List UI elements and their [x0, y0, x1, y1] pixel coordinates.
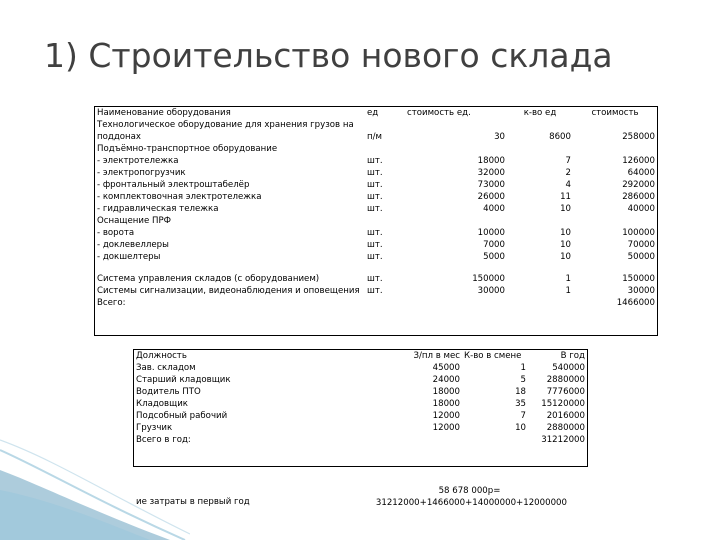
- staff-position-cell: Зав. складом: [136, 363, 196, 373]
- staff-position-cell: Всего в год:: [136, 435, 191, 445]
- equipment-name-cell: - ворота: [97, 228, 135, 238]
- equipment-name-cell: - доклевеллеры: [97, 240, 169, 250]
- header-total: стоимость: [591, 108, 639, 118]
- equipment-row: [95, 143, 657, 155]
- equipment-price-cell: [399, 143, 507, 155]
- equipment-price-cell: 26000: [477, 192, 505, 202]
- equipment-qty-cell: 10: [560, 252, 571, 262]
- equipment-name-cell: Системы сигнализации, видеонаблюдения и оповещения: [97, 286, 360, 296]
- staff-salary-cell: 18000: [432, 399, 460, 409]
- equipment-qty-cell: [507, 215, 573, 227]
- equipment-price-cell: 18000: [477, 156, 505, 166]
- equipment-qty-cell: 4: [565, 180, 571, 190]
- page-title: 1) Строительство нового склада: [44, 36, 613, 75]
- staff-per-shift-cell: 1: [520, 363, 526, 373]
- equipment-price-cell: 10000: [477, 228, 505, 238]
- wave-band-mid: [0, 490, 150, 540]
- equipment-price-cell: 30000: [477, 286, 505, 296]
- staff-row: [134, 422, 587, 434]
- equipment-name-cell: - фронтальный электроштабелёр: [97, 180, 250, 190]
- equipment-qty-cell: 10: [560, 228, 571, 238]
- staff-per-year-cell: 540000: [552, 363, 585, 373]
- header-unit: ед: [367, 108, 379, 118]
- equipment-total-cell: 1466000: [616, 298, 655, 308]
- staff-position-cell: Подсобный рабочий: [136, 411, 228, 421]
- equipment-row: [95, 167, 657, 179]
- equipment-qty-cell: 8600: [549, 132, 571, 142]
- equipment-qty-cell: 10: [560, 204, 571, 214]
- equipment-total-cell: 30000: [627, 286, 655, 296]
- equipment-price-cell: 30: [494, 132, 505, 142]
- equipment-qty-cell: [507, 143, 573, 155]
- header-salary: З/пл в мес: [413, 351, 460, 361]
- equipment-price-cell: [399, 297, 507, 309]
- equipment-unit-cell: шт.: [367, 156, 383, 166]
- equipment-row: [95, 203, 657, 215]
- equipment-row: [95, 239, 657, 251]
- equipment-unit-cell: [365, 143, 399, 155]
- equipment-qty-cell: 11: [560, 192, 571, 202]
- equipment-qty-cell: 1: [565, 286, 571, 296]
- staff-per-shift-cell: 18: [515, 387, 526, 397]
- equipment-total-cell: 286000: [622, 192, 655, 202]
- equipment-name-cell: - электропогрузчик: [97, 168, 186, 178]
- staff-per-shift-cell: 35: [515, 399, 526, 409]
- equipment-name-cell: - докшелтеры: [97, 252, 161, 262]
- equipment-row: [95, 263, 657, 273]
- equipment-qty-cell: 7: [565, 156, 571, 166]
- header-position: Должность: [136, 351, 187, 361]
- equipment-name-cell: - электротележка: [97, 156, 179, 166]
- equipment-qty-cell: 2: [565, 168, 571, 178]
- staff-table: [133, 349, 588, 467]
- staff-row: [134, 410, 587, 422]
- staff-position-cell: Кладовщик: [136, 399, 188, 409]
- equipment-total-cell: 40000: [627, 204, 655, 214]
- equipment-unit-cell: шт.: [367, 240, 383, 250]
- equipment-total-cell: 258000: [622, 132, 655, 142]
- equipment-price-cell: 32000: [477, 168, 505, 178]
- staff-row: [134, 362, 587, 374]
- staff-per-shift-cell: [462, 434, 528, 446]
- staff-row: [134, 398, 587, 410]
- equipment-row: [95, 155, 657, 167]
- equipment-unit-cell: п/м: [367, 132, 382, 142]
- equipment-unit-cell: шт.: [367, 180, 383, 190]
- staff-row: [134, 374, 587, 386]
- equipment-row: [95, 273, 657, 285]
- staff-salary-cell: 12000: [432, 423, 460, 433]
- equipment-name-cell: Оснащение ПРФ: [97, 216, 172, 226]
- staff-salary-cell: 24000: [432, 375, 460, 385]
- staff-per-year-cell: 2016000: [546, 411, 585, 421]
- equipment-name-cell: Всего:: [97, 298, 126, 308]
- equipment-total-cell: 50000: [627, 252, 655, 262]
- equipment-price-cell: 5000: [483, 252, 505, 262]
- header-price: стоимость ед.: [407, 108, 471, 118]
- equipment-table-header: [95, 107, 657, 119]
- staff-salary-cell: 18000: [432, 387, 460, 397]
- staff-per-shift-cell: 7: [520, 411, 526, 421]
- equipment-qty-cell: [507, 297, 573, 309]
- equipment-unit-cell: шт.: [367, 252, 383, 262]
- equipment-row: [95, 251, 657, 263]
- equipment-unit-cell: шт.: [367, 204, 383, 214]
- equipment-unit-cell: шт.: [367, 286, 383, 296]
- equipment-name-cell: - комплектовочная электротележка: [97, 192, 262, 202]
- staff-per-shift-cell: 10: [515, 423, 526, 433]
- equipment-total-cell: 150000: [622, 274, 655, 284]
- staff-per-year-cell: 2880000: [546, 375, 585, 385]
- equipment-qty-cell: 10: [560, 240, 571, 250]
- equipment-row: [95, 191, 657, 203]
- equipment-name-cell: - гидравлическая тележка: [97, 204, 219, 214]
- staff-per-year-cell: 7776000: [546, 387, 585, 397]
- equipment-row: [95, 119, 657, 143]
- staff-per-year-cell: 2880000: [546, 423, 585, 433]
- equipment-row: [95, 297, 657, 309]
- equipment-unit-cell: шт.: [367, 168, 383, 178]
- staff-row: [134, 386, 587, 398]
- equipment-name-cell: Подъёмно-транспортное оборудование: [97, 144, 278, 154]
- equipment-unit-cell: шт.: [367, 192, 383, 202]
- total-formula: 31212000+1466000+14000000+12000000: [375, 498, 567, 508]
- equipment-price-cell: 73000: [477, 180, 505, 190]
- equipment-unit-cell: [365, 215, 399, 227]
- equipment-price-cell: 4000: [483, 204, 505, 214]
- staff-position-cell: Старший кладовщик: [136, 375, 231, 385]
- equipment-total-cell: 64000: [627, 168, 655, 178]
- equipment-total-cell: 292000: [622, 180, 655, 190]
- equipment-unit-cell: [365, 297, 399, 309]
- staff-salary-cell: 12000: [432, 411, 460, 421]
- equipment-table: [94, 106, 658, 336]
- total-amount: 58 678 000р=: [438, 486, 501, 496]
- staff-salary-cell: [396, 434, 462, 446]
- equipment-total-cell: [573, 215, 657, 227]
- equipment-row: [95, 179, 657, 191]
- header-qty: к-во ед: [523, 108, 557, 118]
- equipment-total-cell: 100000: [622, 228, 655, 238]
- equipment-qty-cell: 1: [565, 274, 571, 284]
- staff-per-shift-cell: 5: [520, 375, 526, 385]
- equipment-total-cell: 70000: [627, 240, 655, 250]
- staff-position-cell: Грузчик: [136, 423, 173, 433]
- staff-per-year-cell: 15120000: [541, 399, 585, 409]
- header-name: Наименование оборудования: [97, 108, 231, 118]
- equipment-row: [95, 215, 657, 227]
- staff-table-header: [134, 350, 587, 362]
- equipment-total-cell: [573, 143, 657, 155]
- equipment-row: [95, 285, 657, 297]
- first-year-costs-total: [372, 485, 567, 509]
- equipment-name-cell: Технологическое оборудование для хранения грузов на поддонах: [97, 120, 354, 142]
- header-per-shift: К-во в смене: [464, 351, 522, 361]
- staff-salary-cell: 45000: [432, 363, 460, 373]
- staff-position-cell: Водитель ПТО: [136, 387, 201, 397]
- equipment-row: [95, 227, 657, 239]
- equipment-price-cell: [399, 215, 507, 227]
- first-year-costs-label: ие затраты в первый год: [136, 497, 250, 507]
- equipment-unit-cell: шт.: [367, 228, 383, 238]
- equipment-total-cell: 126000: [622, 156, 655, 166]
- equipment-price-cell: 150000: [472, 274, 505, 284]
- staff-row: [134, 434, 587, 446]
- equipment-name-cell: Система управления складов (с оборудованием): [97, 274, 320, 284]
- staff-per-year-cell: 31212000: [541, 435, 585, 445]
- equipment-price-cell: 7000: [483, 240, 505, 250]
- equipment-unit-cell: шт.: [367, 274, 383, 284]
- header-per-year: В год: [560, 351, 585, 361]
